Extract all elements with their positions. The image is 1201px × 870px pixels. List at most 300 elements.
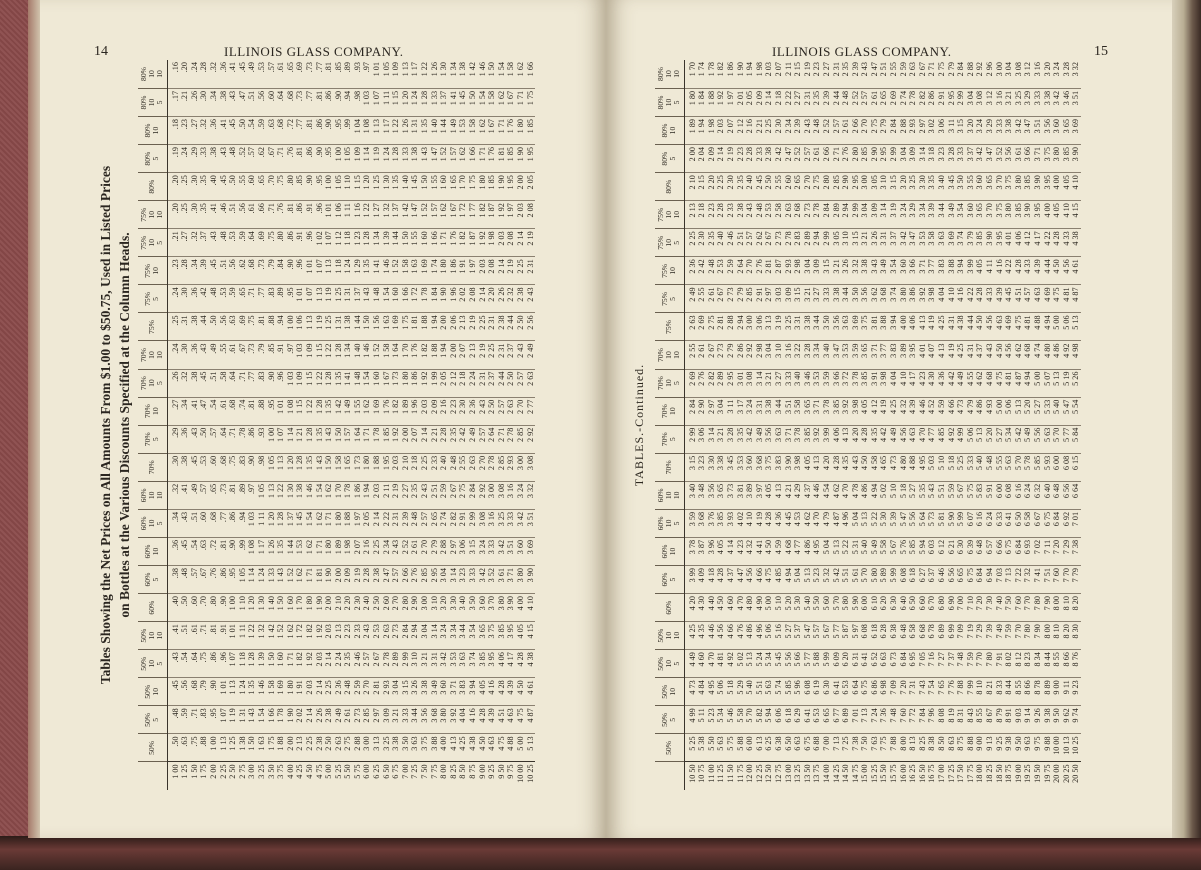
net-price-cell: 6 20: [879, 594, 889, 622]
net-price-cell: .94: [238, 509, 248, 537]
net-price-cell: 3 00: [745, 313, 755, 341]
net-price-cell: 3 75: [860, 313, 870, 341]
net-price-cell: 1 26: [401, 117, 411, 145]
net-price-cell: 2 43: [478, 397, 488, 425]
net-price-cell: 2 91: [755, 285, 765, 313]
net-price-cell: 3 53: [918, 229, 928, 257]
net-price-cell: .73: [219, 481, 229, 509]
net-price-cell: 6 28: [879, 622, 889, 650]
net-price-cell: 1 05: [343, 145, 353, 173]
net-price-cell: 3 00: [995, 60, 1005, 88]
net-price-cell: 2 23: [449, 397, 459, 425]
net-price-cell: 4 15: [1071, 201, 1081, 229]
net-price-cell: 2 19: [353, 566, 363, 594]
list-price-cell: 12 25: [755, 762, 765, 790]
net-price-cell: 2 37: [506, 341, 516, 369]
net-price-cell: 6 09: [832, 650, 842, 678]
column-header-discount: 50% 10: [655, 678, 684, 706]
net-price-cell: 2 43: [803, 117, 813, 145]
net-price-cell: .36: [180, 425, 190, 453]
net-price-cell: .50: [209, 313, 219, 341]
net-price-cell: 1 78: [343, 481, 353, 509]
table-row: [497, 60, 507, 790]
net-price-cell: 1 71: [497, 117, 507, 145]
net-price-cell: 4 81: [1062, 285, 1072, 313]
net-price-cell: 4 39: [506, 678, 516, 706]
net-price-cell: 1 63: [257, 734, 267, 762]
net-price-cell: 1 76: [410, 341, 420, 369]
net-price-cell: 3 25: [784, 313, 794, 341]
net-price-cell: 3 71: [812, 397, 822, 425]
net-price-cell: 4 25: [684, 622, 697, 650]
net-price-cell: 3 93: [726, 509, 736, 537]
net-price-cell: 3 25: [908, 173, 918, 201]
net-price-cell: 8 75: [956, 734, 966, 762]
net-price-cell: 3 95: [995, 229, 1005, 257]
net-price-cell: 4 38: [526, 650, 536, 678]
column-header-discount: 75% 10: [655, 257, 684, 285]
net-price-cell: .25: [167, 313, 180, 341]
net-price-cell: 1 09: [305, 341, 315, 369]
net-price-cell: 3 09: [784, 285, 794, 313]
net-price-cell: 3 85: [832, 397, 842, 425]
net-price-cell: 3 24: [899, 201, 909, 229]
net-price-cell: 3 85: [975, 229, 985, 257]
net-price-cell: 2 90: [697, 397, 707, 425]
net-price-cell: .59: [180, 706, 190, 734]
net-price-cell: .69: [257, 229, 267, 257]
net-price-cell: 1 22: [324, 341, 334, 369]
net-price-cell: 2 78: [784, 229, 794, 257]
net-price-cell: 8 44: [1004, 678, 1014, 706]
table-row: [468, 60, 478, 790]
net-price-cell: 2 31: [803, 88, 813, 116]
list-price-cell: 17 00: [937, 762, 947, 790]
net-price-cell: 5 20: [1023, 397, 1033, 425]
net-price-cell: 4 36: [774, 509, 784, 537]
net-price-cell: .86: [305, 145, 315, 173]
net-price-cell: .64: [247, 229, 257, 257]
net-price-cell: 1 45: [295, 509, 305, 537]
net-price-cell: 5 25: [684, 734, 697, 762]
net-price-cell: 4 87: [1071, 285, 1081, 313]
list-price-cell: 6 75: [391, 762, 401, 790]
net-price-cell: 1 46: [362, 341, 372, 369]
net-price-cell: 1 82: [478, 201, 488, 229]
net-price-cell: 5 83: [975, 481, 985, 509]
net-price-cell: 1 28: [276, 509, 286, 537]
net-price-cell: 5 85: [1033, 453, 1043, 481]
net-price-cell: .68: [209, 509, 219, 537]
net-price-cell: 2 18: [774, 88, 784, 116]
net-price-cell: 2 27: [401, 481, 411, 509]
net-price-cell: 1 71: [478, 145, 488, 173]
net-price-cell: 1 55: [410, 229, 420, 257]
net-price-cell: 3 31: [755, 397, 765, 425]
net-price-cell: 7 38: [1071, 537, 1081, 565]
net-price-cell: 1 85: [506, 145, 516, 173]
net-price-cell: 1 90: [736, 60, 746, 88]
column-header-discount: 60%: [138, 594, 167, 622]
net-price-cell: 5 56: [1033, 425, 1043, 453]
net-price-cell: 2 31: [478, 369, 488, 397]
net-price-cell: 6 19: [812, 678, 822, 706]
net-price-cell: 3 65: [1062, 117, 1072, 145]
net-price-cell: 2 99: [684, 425, 697, 453]
net-price-cell: 1 55: [430, 173, 440, 201]
net-price-cell: 2 65: [430, 509, 440, 537]
net-price-cell: 2 00: [449, 341, 459, 369]
net-price-cell: 2 56: [526, 313, 536, 341]
net-price-cell: 4 35: [870, 425, 880, 453]
net-price-cell: 4 75: [995, 369, 1005, 397]
net-price-cell: 3 05: [832, 229, 842, 257]
net-price-cell: 4 05: [803, 453, 813, 481]
net-price-cell: 2 60: [382, 594, 392, 622]
net-price-cell: 4 37: [975, 341, 985, 369]
net-price-cell: .90: [324, 117, 334, 145]
net-price-cell: .56: [219, 313, 229, 341]
net-price-cell: 2 57: [516, 369, 526, 397]
net-price-cell: .67: [267, 145, 277, 173]
net-price-cell: .51: [209, 369, 219, 397]
net-price-cell: 2 00: [324, 594, 334, 622]
net-price-cell: 2 88: [726, 313, 736, 341]
net-price-cell: 1 76: [506, 117, 516, 145]
table-row: [956, 60, 966, 790]
net-price-cell: 2 70: [745, 257, 755, 285]
net-price-cell: 1 28: [315, 397, 325, 425]
net-price-cell: 3 74: [956, 229, 966, 257]
table-row: [1052, 60, 1062, 790]
net-price-cell: .43: [180, 509, 190, 537]
net-price-cell: 9 74: [1071, 706, 1081, 734]
net-price-cell: 3 49: [755, 425, 765, 453]
net-price-cell: 4 80: [899, 453, 909, 481]
net-price-cell: 1 58: [487, 88, 497, 116]
net-price-cell: 1 22: [247, 622, 257, 650]
list-price-cell: 7 25: [410, 762, 420, 790]
net-price-cell: 1 38: [238, 734, 248, 762]
net-price-cell: 3 42: [1052, 88, 1062, 116]
net-price-cell: 3 15: [468, 537, 478, 565]
table-row: [822, 60, 832, 790]
net-price-cell: 3 40: [684, 481, 697, 509]
net-price-cell: 4 73: [956, 397, 966, 425]
net-price-cell: 8 00: [899, 734, 909, 762]
net-price-cell: 1 85: [382, 425, 392, 453]
net-price-cell: 3 50: [468, 594, 478, 622]
net-price-cell: 1 07: [372, 88, 382, 116]
net-price-cell: 1 94: [362, 481, 372, 509]
net-price-cell: 6 41: [860, 650, 870, 678]
net-price-cell: 1 95: [526, 145, 536, 173]
net-price-cell: 4 20: [822, 453, 832, 481]
net-price-cell: 1 04: [353, 117, 363, 145]
net-price-cell: 1 62: [315, 509, 325, 537]
net-price-cell: 2 38: [324, 706, 334, 734]
net-price-cell: 2 28: [362, 566, 372, 594]
net-price-cell: 3 33: [1033, 88, 1043, 116]
net-price-cell: .57: [190, 566, 200, 594]
net-price-cell: 5 26: [1071, 369, 1081, 397]
list-price-cell: 14 25: [832, 762, 842, 790]
net-price-cell: 2 09: [343, 566, 353, 594]
list-price-cell: 7 75: [430, 762, 440, 790]
net-price-cell: 5 11: [697, 706, 707, 734]
net-price-cell: 2 89: [803, 229, 813, 257]
net-price-cell: 4 00: [899, 313, 909, 341]
net-price-cell: 5 63: [764, 678, 774, 706]
net-price-cell: 9 38: [1004, 734, 1014, 762]
net-price-cell: 4 73: [684, 678, 697, 706]
net-price-cell: 2 73: [716, 341, 726, 369]
net-price-cell: 2 35: [812, 88, 822, 116]
net-price-cell: 5 50: [812, 594, 822, 622]
net-price-cell: .27: [180, 229, 190, 257]
net-price-cell: 1 62: [362, 397, 372, 425]
net-price-cell: 9 11: [1062, 678, 1072, 706]
net-price-cell: 1 86: [410, 369, 420, 397]
net-price-cell: 1 21: [295, 425, 305, 453]
net-price-cell: 7 48: [956, 650, 966, 678]
net-price-cell: 3 60: [899, 257, 909, 285]
net-price-cell: 5 00: [995, 397, 1005, 425]
net-price-cell: .73: [295, 88, 305, 116]
net-price-cell: 7 01: [851, 706, 861, 734]
net-price-cell: 1 69: [276, 678, 286, 706]
list-price-cell: 16 75: [927, 762, 937, 790]
net-price-cell: 3 88: [430, 734, 440, 762]
net-price-cell: 1 37: [439, 88, 449, 116]
net-price-cell: 3 24: [439, 622, 449, 650]
net-price-cell: 5 42: [1014, 425, 1024, 453]
table-row: [966, 60, 976, 790]
net-price-cell: 7 60: [899, 706, 909, 734]
table-row: [420, 60, 430, 790]
net-price-cell: 1 77: [468, 201, 478, 229]
column-header-discount: 70% 10: [138, 397, 167, 425]
net-price-cell: 2 57: [478, 425, 488, 453]
net-price-cell: 1 42: [401, 201, 411, 229]
net-price-cell: 2 87: [774, 257, 784, 285]
net-price-cell: 2 53: [716, 257, 726, 285]
net-price-cell: 3 42: [899, 229, 909, 257]
net-price-cell: 3 63: [937, 229, 947, 257]
net-price-cell: 1 71: [516, 88, 526, 116]
net-price-cell: 1 62: [478, 117, 488, 145]
net-price-cell: 1 03: [362, 88, 372, 116]
net-price-cell: 2 57: [860, 88, 870, 116]
net-price-cell: 5 54: [1071, 397, 1081, 425]
net-price-cell: 2 94: [410, 622, 420, 650]
table-row: [238, 60, 248, 790]
net-price-cell: .60: [209, 453, 219, 481]
net-price-cell: 4 16: [468, 706, 478, 734]
net-price-cell: 7 22: [1014, 566, 1024, 594]
net-price-cell: 2 25: [487, 341, 497, 369]
net-price-cell: .53: [228, 229, 238, 257]
net-price-cell: 2 78: [908, 88, 918, 116]
net-price-cell: 2 24: [334, 650, 344, 678]
net-price-cell: 8 34: [1033, 650, 1043, 678]
net-price-cell: 3 47: [1023, 117, 1033, 145]
net-price-cell: 2 20: [487, 285, 497, 313]
table-row: [167, 60, 180, 790]
net-price-cell: 9 23: [1071, 678, 1081, 706]
net-price-cell: 3 33: [487, 537, 497, 565]
net-price-cell: 2 79: [879, 117, 889, 145]
net-price-cell: 3 95: [487, 650, 497, 678]
net-price-cell: 1 39: [382, 229, 392, 257]
list-price-cell: 5 00: [324, 762, 334, 790]
net-price-cell: .53: [199, 453, 209, 481]
net-price-cell: 6 38: [774, 734, 784, 762]
net-price-cell: 3 31: [879, 229, 889, 257]
net-price-cell: 5 13: [832, 537, 842, 565]
net-price-cell: 1 09: [295, 369, 305, 397]
net-price-cell: 1 03: [295, 341, 305, 369]
net-price-cell: .81: [286, 201, 296, 229]
net-price-cell: 2 94: [736, 313, 746, 341]
table-row: [257, 60, 267, 790]
net-price-cell: 2 45: [755, 173, 765, 201]
net-price-cell: 3 66: [908, 257, 918, 285]
net-price-cell: .57: [267, 60, 277, 88]
column-header-discount: 80% 10 10: [655, 60, 684, 88]
net-price-cell: 3 24: [478, 537, 488, 565]
net-price-cell: 1 25: [324, 313, 334, 341]
net-price-cell: .68: [219, 453, 229, 481]
table-row: [745, 60, 755, 790]
net-price-cell: 4 70: [812, 509, 822, 537]
net-price-cell: 2 70: [362, 678, 372, 706]
net-price-cell: 8 33: [995, 678, 1005, 706]
net-price-cell: 1 88: [343, 509, 353, 537]
net-price-cell: 5 63: [1004, 453, 1014, 481]
net-price-cell: 4 29: [793, 481, 803, 509]
net-price-cell: 3 90: [1023, 201, 1033, 229]
net-price-cell: 8 12: [1014, 650, 1024, 678]
net-price-cell: 3 40: [458, 594, 468, 622]
net-price-cell: .57: [247, 145, 257, 173]
net-price-cell: 3 61: [497, 566, 507, 594]
net-price-cell: 4 30: [927, 369, 937, 397]
net-price-cell: 3 69: [947, 229, 957, 257]
net-price-cell: .61: [219, 397, 229, 425]
net-price-cell: 3 25: [1014, 88, 1024, 116]
net-price-cell: 2 36: [684, 257, 697, 285]
net-price-cell: .49: [247, 60, 257, 88]
net-price-cell: 3 90: [1071, 145, 1081, 173]
table-row: [870, 60, 880, 790]
net-price-cell: 4 45: [1004, 285, 1014, 313]
net-price-cell: 3 38: [803, 313, 813, 341]
net-price-cell: 7 25: [841, 734, 851, 762]
net-price-cell: .88: [267, 313, 277, 341]
net-price-cell: 4 50: [975, 313, 985, 341]
net-price-cell: 3 37: [889, 229, 899, 257]
net-price-cell: 1 39: [257, 650, 267, 678]
net-price-cell: .75: [276, 173, 286, 201]
net-price-cell: 6 39: [966, 537, 976, 565]
net-price-cell: 6 92: [1062, 509, 1072, 537]
net-price-cell: 3 39: [927, 201, 937, 229]
net-price-cell: 7 29: [975, 622, 985, 650]
net-price-cell: 3 71: [1033, 145, 1043, 173]
net-price-cell: .32: [209, 60, 219, 88]
net-price-cell: 6 86: [870, 678, 880, 706]
net-price-cell: 3 15: [793, 285, 803, 313]
net-price-cell: 6 84: [1052, 509, 1062, 537]
list-price-cell: 17 50: [956, 762, 966, 790]
net-price-cell: 3 95: [1043, 173, 1053, 201]
net-price-cell: 6 75: [803, 734, 813, 762]
net-price-cell: 3 98: [851, 397, 861, 425]
net-price-cell: 6 24: [985, 509, 995, 537]
net-price-cell: 1 80: [401, 369, 411, 397]
net-price-cell: 3 46: [1062, 88, 1072, 116]
list-price-cell: 3 00: [247, 762, 257, 790]
net-price-cell: 2 96: [985, 60, 995, 88]
net-price-cell: 2 19: [526, 229, 536, 257]
net-price-cell: 2 28: [439, 425, 449, 453]
net-price-cell: 1 62: [295, 566, 305, 594]
net-price-cell: 4 04: [889, 369, 899, 397]
net-price-cell: 2 88: [353, 734, 363, 762]
net-price-cell: 1 13: [305, 313, 315, 341]
net-price-cell: 2 37: [487, 369, 497, 397]
list-price-cell: 8 50: [458, 762, 468, 790]
net-price-cell: 1 12: [334, 229, 344, 257]
net-price-cell: 4 17: [908, 369, 918, 397]
net-price-cell: 2 71: [832, 145, 842, 173]
net-price-cell: 2 33: [726, 201, 736, 229]
net-price-cell: 3 27: [774, 369, 784, 397]
net-price-cell: 8 89: [1043, 678, 1053, 706]
net-price-cell: 1 34: [372, 229, 382, 257]
net-price-cell: 2 75: [812, 173, 822, 201]
net-price-cell: 1 10: [343, 173, 353, 201]
net-price-cell: 1 09: [353, 145, 363, 173]
net-price-cell: 6 67: [1033, 509, 1043, 537]
net-price-cell: .95: [315, 173, 325, 201]
table-row: [410, 60, 420, 790]
net-price-cell: 7 90: [1033, 622, 1043, 650]
net-price-cell: 1 22: [276, 481, 286, 509]
net-price-cell: .63: [199, 537, 209, 565]
net-price-cell: 1 07: [276, 425, 286, 453]
list-price-cell: 18 00: [975, 762, 985, 790]
net-price-cell: 5 03: [927, 453, 937, 481]
net-price-cell: 2 61: [870, 88, 880, 116]
net-price-cell: 5 63: [1043, 425, 1053, 453]
net-price-cell: 3 11: [947, 117, 957, 145]
net-price-cell: 2 65: [879, 88, 889, 116]
table-row: [362, 60, 372, 790]
net-price-cell: .48: [219, 229, 229, 257]
net-price-cell: 3 38: [420, 678, 430, 706]
list-price-cell: 2 50: [228, 762, 238, 790]
net-price-cell: .43: [228, 88, 238, 116]
net-price-cell: 7 80: [1023, 622, 1033, 650]
list-price-cell: 12 50: [764, 762, 774, 790]
net-price-cell: 2 68: [793, 201, 803, 229]
net-price-cell: 1 28: [362, 229, 372, 257]
net-price-cell: 8 19: [947, 706, 957, 734]
net-price-cell: .65: [286, 60, 296, 88]
net-price-cell: 8 31: [956, 706, 966, 734]
